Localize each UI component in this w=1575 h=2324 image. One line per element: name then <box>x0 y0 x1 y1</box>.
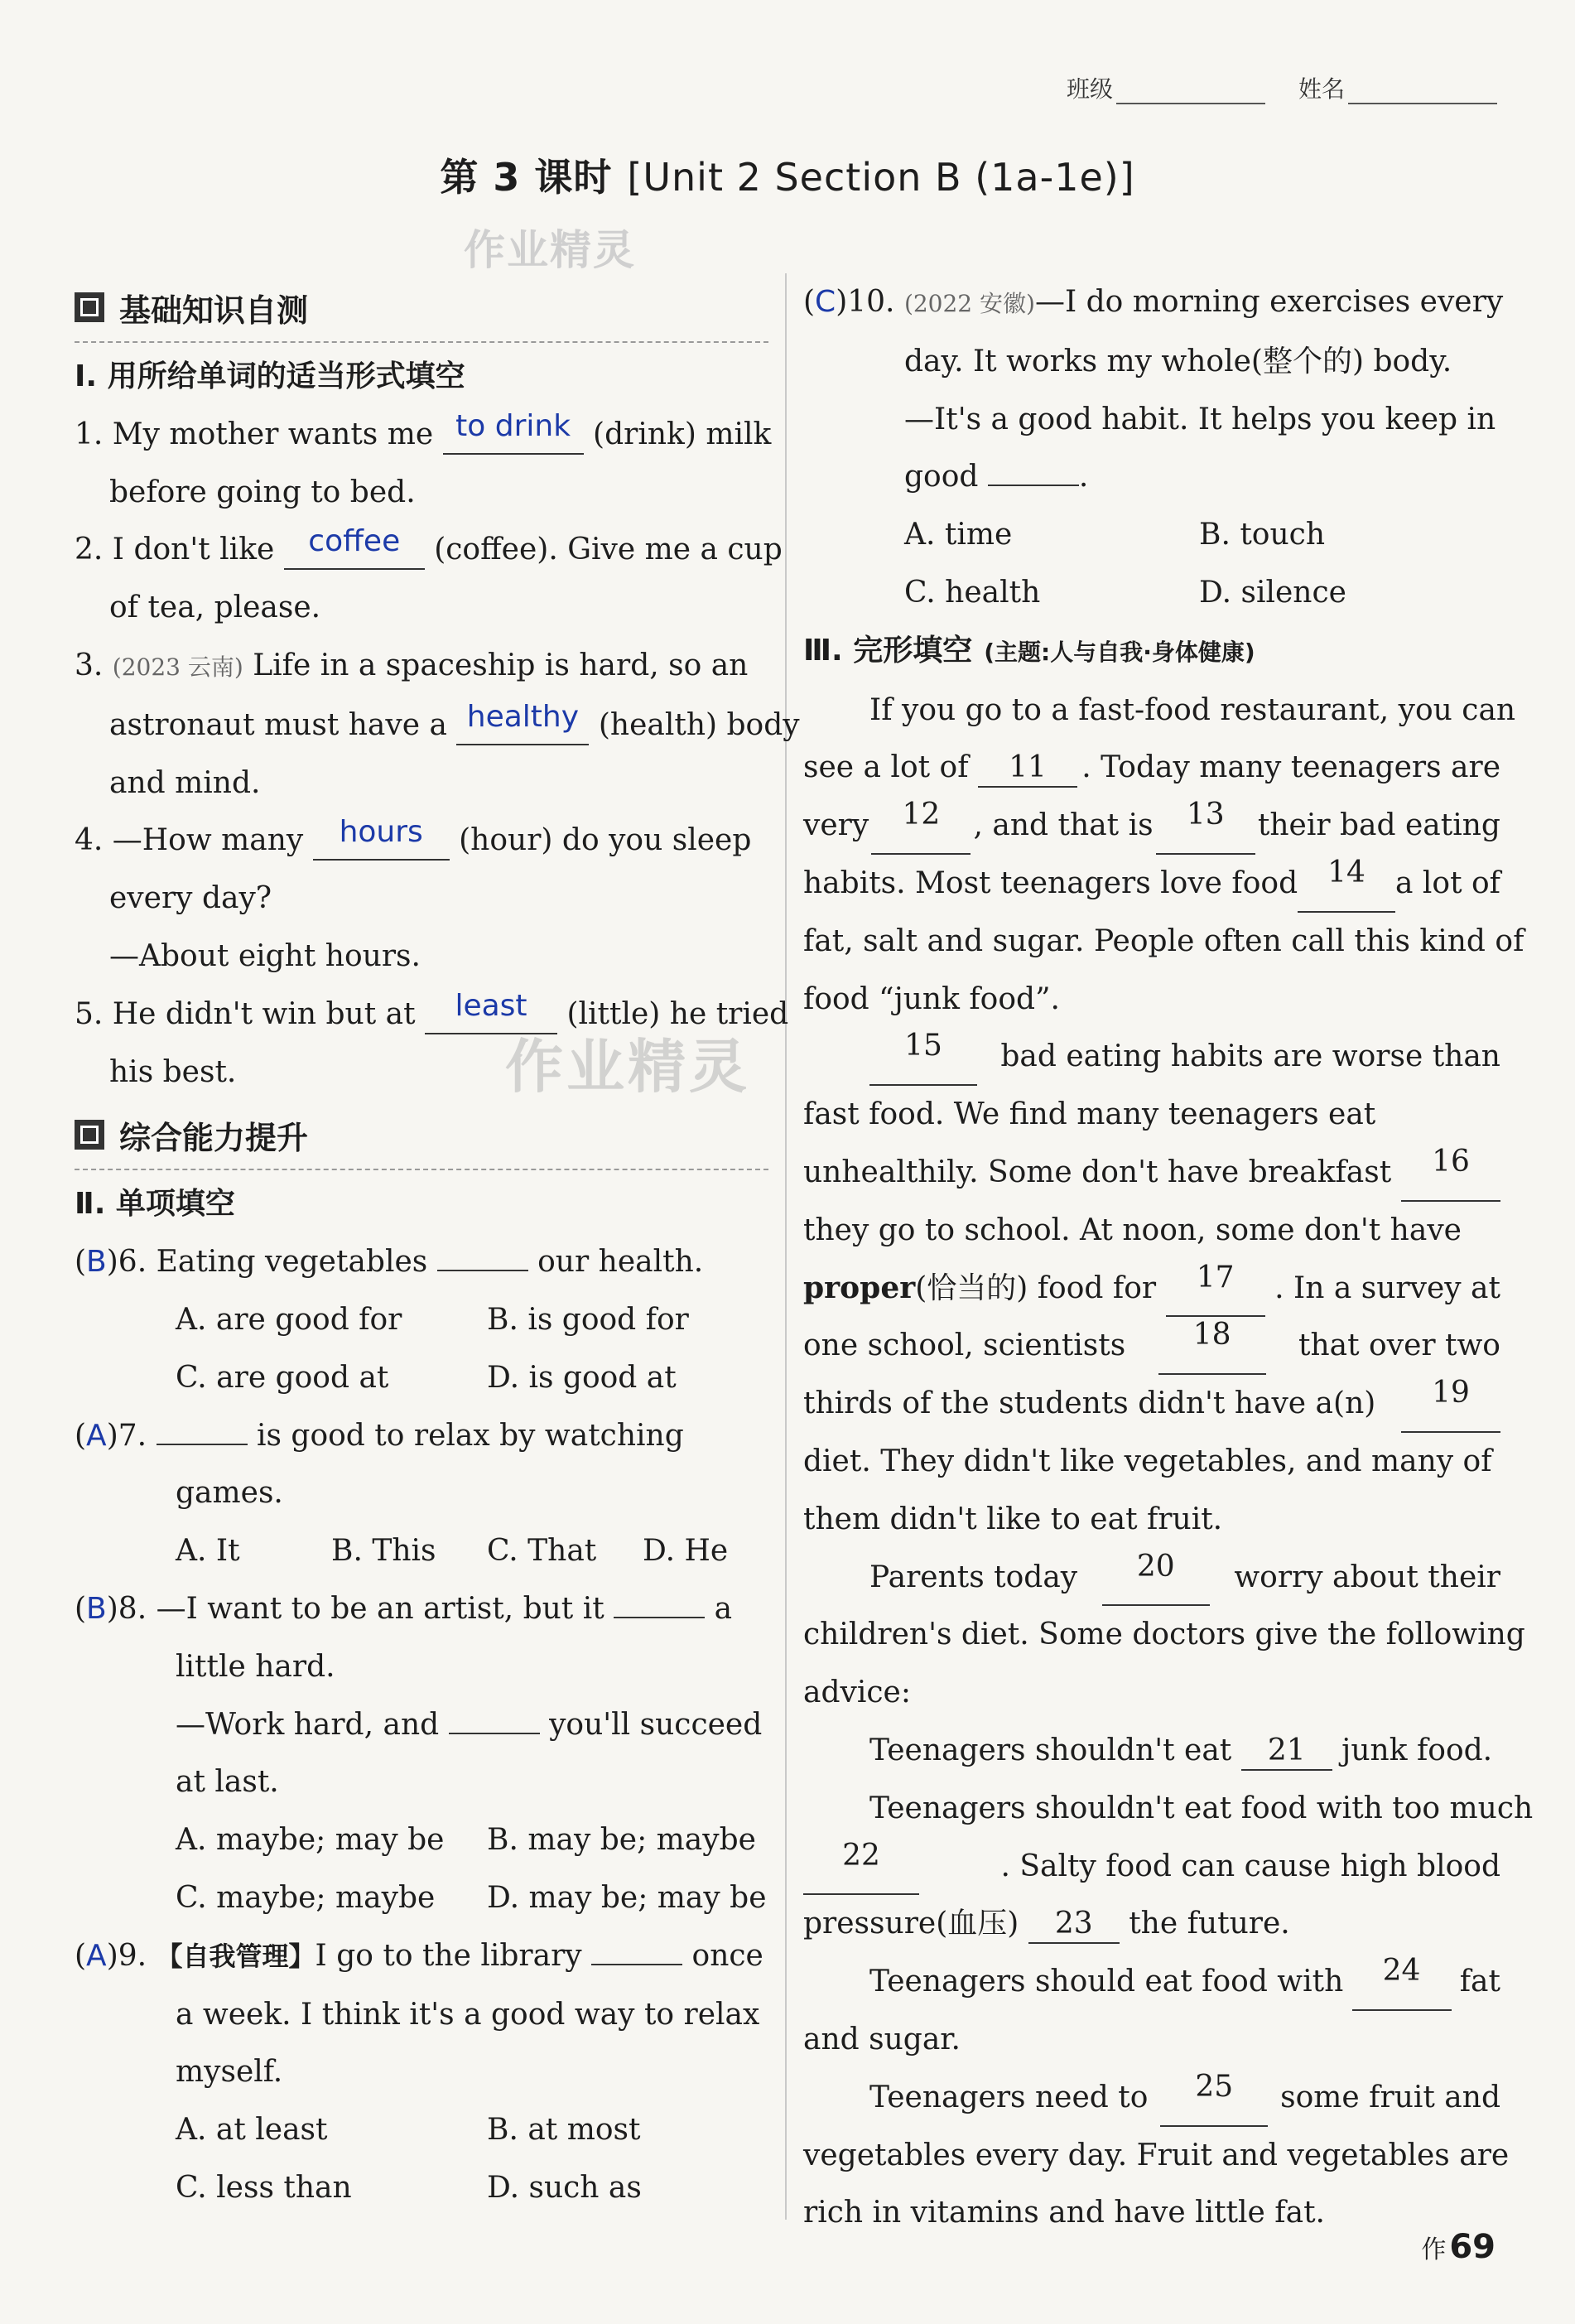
passage-line: them didn't like to eat fruit. <box>803 1502 1223 1536</box>
passage-line: unhealthily. Some don't have breakfast 16 <box>803 1144 1500 1202</box>
passage-line: food “junk food”. <box>803 981 1060 1016</box>
q10-options-ab <box>803 506 1500 564</box>
q2-line1: 2. I don't like coffee (coffee). Give me a cup <box>75 521 768 579</box>
option-b[interactable]: B. at most <box>487 2113 641 2148</box>
option-d[interactable]: D. He <box>643 1534 729 1569</box>
cloze-blank-20[interactable]: 20 <box>1102 1549 1210 1607</box>
cloze-blank-14[interactable]: 14 <box>1298 855 1395 913</box>
passage-line: children's diet. Some doctors give the following <box>803 1618 1525 1652</box>
q9-blank[interactable] <box>591 1964 682 1965</box>
option-b[interactable]: B. is good for <box>487 1302 689 1337</box>
passage-line: rich in vitamins and have little fat. <box>803 2196 1325 2230</box>
q8-blank-1[interactable] <box>614 1617 705 1618</box>
q9-options-cd <box>75 2159 768 2217</box>
option-c[interactable]: C. That <box>487 1534 597 1569</box>
passage-line: 15 bad eating habits are worse than <box>803 1028 1500 1086</box>
q1-line2: before going to bed. <box>109 475 416 509</box>
passage-line: thirds of the students didn't have a(n) 19 <box>803 1375 1500 1433</box>
option-c[interactable]: C. less than <box>176 2170 352 2205</box>
q4-blank[interactable]: hours <box>313 822 450 861</box>
passage-line: pressure(血压) 23 the future. <box>803 1895 1500 1953</box>
q3-blank[interactable]: healthy <box>456 707 589 745</box>
passage-line: diet. They didn't like vegetables, and many of <box>803 1444 1492 1478</box>
q8-line2: —Work hard, and you'll succeed <box>176 1707 763 1742</box>
q6-stem: (B)6. Eating vegetables our health. <box>75 1245 704 1280</box>
watermark-top: 作业精灵 <box>464 226 636 274</box>
q7-options <box>75 1522 768 1580</box>
q10-stem: (C)10. (2022 安徽)—I do morning exercises every <box>803 285 1504 319</box>
q7-stem: (A)7. is good to relax by watching <box>75 1418 684 1453</box>
q9-stem: (A)9. 【自我管理】I go to the library once <box>75 1938 763 1973</box>
passage-line: Teenagers should eat food with 24 fat <box>803 1953 1500 2011</box>
option-d[interactable]: D. silence <box>1199 575 1346 610</box>
option-b[interactable]: B. touch <box>1199 518 1326 552</box>
passage-line: If you go to a fast-food restaurant, you can <box>869 692 1516 727</box>
option-b[interactable]: B. This <box>331 1534 436 1569</box>
name-label: 姓名 <box>1298 75 1345 103</box>
q2-line2: of tea, please. <box>109 591 321 625</box>
option-d[interactable]: D. may be; may be <box>487 1880 767 1915</box>
q9-line2: a week. I think it's a good way to relax <box>176 1997 760 2032</box>
q1-blank[interactable]: to drink <box>443 417 584 455</box>
section-basic-heading: 基础知识自测 <box>75 273 768 343</box>
passage-line: very 12 , and that is 13 their bad eating <box>803 797 1500 855</box>
student-info <box>1067 71 1497 104</box>
q10-options-cd <box>803 564 1500 622</box>
passage-line: habits. Most teenagers love food 14 a lot of <box>803 855 1500 913</box>
q4-line2: every day? <box>109 881 272 916</box>
passage-line: 22 . Salty food can cause high blood <box>803 1838 1500 1896</box>
passage-line: and sugar. <box>803 2022 961 2056</box>
q9-options-ab <box>75 2101 768 2159</box>
q8-options-ab <box>75 1811 768 1869</box>
part1-heading: Ⅰ. 用所给单词的适当形式填空 <box>75 359 465 393</box>
cloze-blank-11[interactable]: 11 <box>978 750 1077 788</box>
cloze-blank-16[interactable]: 16 <box>1401 1144 1500 1202</box>
section-book-icon <box>75 292 104 322</box>
q5-line2: his best. <box>109 1054 237 1089</box>
option-b[interactable]: B. may be; maybe <box>487 1823 756 1858</box>
passage-line: see a lot of 11 . Today many teenagers are <box>803 739 1500 797</box>
passage-line: Teenagers shouldn't eat food with too much <box>869 1791 1534 1825</box>
option-a[interactable]: A. It <box>176 1534 240 1569</box>
q7-blank[interactable] <box>157 1444 248 1445</box>
part3-heading: Ⅲ. 完形填空 (主题:人与自我·身体健康) <box>803 633 1255 668</box>
class-field[interactable] <box>1116 80 1265 104</box>
q8-options-cd <box>75 1869 768 1927</box>
q7-answer: A <box>86 1418 107 1453</box>
q3-line3: and mind. <box>109 765 261 800</box>
passage-line: fast food. We find many teenagers eat <box>803 1097 1376 1132</box>
q5-blank[interactable]: least <box>425 996 557 1034</box>
passage-line: fat, salt and sugar. People often call this kind of <box>803 923 1524 958</box>
q3-line1: 3. (2023 云南) Life in a spaceship is hard, so an <box>75 648 749 682</box>
q6-options-cd <box>75 1349 768 1407</box>
cloze-blank-23[interactable]: 23 <box>1028 1906 1120 1944</box>
column-divider <box>785 273 787 2220</box>
option-a[interactable]: A. are good for <box>176 1302 402 1337</box>
q8-answer: B <box>86 1591 107 1626</box>
right-column <box>803 273 1534 2242</box>
option-a[interactable]: A. maybe; may be <box>176 1823 445 1858</box>
q10-line2: day. It works my whole(整个的) body. <box>904 344 1452 378</box>
q10-answer: C <box>815 285 836 319</box>
page-title <box>0 147 1575 202</box>
option-d[interactable]: D. is good at <box>487 1360 677 1395</box>
q6-answer: B <box>86 1245 107 1280</box>
section-book-icon <box>75 1120 104 1150</box>
q1-line1: 1. My mother wants me to drink (drink) milk <box>75 406 768 464</box>
option-c[interactable]: C. are good at <box>176 1360 389 1395</box>
q6-options-ab <box>75 1291 768 1349</box>
option-a[interactable]: A. time <box>904 518 1013 552</box>
q8-stem: (B)8. —I want to be an artist, but it a <box>75 1591 733 1626</box>
q7-stem-cont: games. <box>176 1476 283 1511</box>
q4-line1: 4. —How many hours (hour) do you sleep <box>75 812 768 870</box>
q4-line3: —About eight hours. <box>109 938 421 973</box>
passage-line: Parents today 20 worry about their <box>803 1549 1500 1607</box>
cloze-blank-21[interactable]: 21 <box>1241 1733 1332 1771</box>
cloze-blank-17[interactable]: 17 <box>1166 1260 1265 1318</box>
option-d[interactable]: D. such as <box>487 2170 642 2205</box>
cloze-blank-22[interactable]: 22 <box>803 1838 919 1896</box>
q9-tag: 【自我管理】 <box>156 1940 315 1972</box>
part2-heading: Ⅱ. 单项填空 <box>75 1187 235 1222</box>
q9-line3: myself. <box>176 2055 283 2090</box>
passage-line: they go to school. At noon, some don't have <box>803 1213 1462 1247</box>
option-c[interactable]: C. maybe; maybe <box>176 1880 436 1915</box>
cloze-blank-13[interactable]: 13 <box>1156 797 1255 855</box>
cloze-blank-25[interactable]: 25 <box>1160 2069 1268 2127</box>
watermark-middle: 作业精灵 <box>505 1033 750 1101</box>
q8-blank-2[interactable] <box>449 1733 540 1734</box>
section-advanced-heading: 综合能力提升 <box>75 1101 768 1170</box>
cloze-blank-24[interactable]: 24 <box>1352 1953 1452 2011</box>
cloze-blank-18[interactable]: 18 <box>1158 1317 1266 1375</box>
q9-answer: A <box>86 1938 107 1973</box>
q8-line3: at last. <box>176 1765 279 1800</box>
q10-line3: —It's a good habit. It helps you keep in <box>904 402 1496 436</box>
lesson-subtitle: [Unit 2 Section B (1a-1e)] <box>627 155 1135 200</box>
name-field[interactable] <box>1348 80 1497 104</box>
passage-line: Teenagers shouldn't eat 21 junk food. <box>803 1722 1500 1780</box>
q3-line2: astronaut must have a healthy (health) body <box>75 697 768 755</box>
q10-line4: good . <box>904 460 1089 494</box>
lesson-title: 第 3 课时 <box>440 155 613 200</box>
q8-stem-cont: little hard. <box>176 1649 335 1684</box>
cloze-blank-12[interactable]: 12 <box>871 797 971 855</box>
cloze-blank-15[interactable]: 15 <box>869 1028 977 1086</box>
passage-line: advice: <box>803 1675 911 1710</box>
option-c[interactable]: C. health <box>904 575 1041 610</box>
left-column <box>75 273 800 2217</box>
q6-blank[interactable] <box>437 1270 528 1271</box>
cloze-blank-19[interactable]: 19 <box>1401 1375 1500 1433</box>
q2-blank[interactable]: coffee <box>284 532 425 570</box>
q5-line1: 5. He didn't win but at least (little) he tried <box>75 986 768 1044</box>
class-label: 班级 <box>1066 75 1113 103</box>
passage-line: one school, scientists 18 that over two <box>803 1317 1500 1375</box>
passage-line: vegetables every day. Fruit and vegetables are <box>803 2138 1510 2172</box>
passage-line: proper(恰当的) food for 17 . In a survey at <box>803 1260 1500 1318</box>
passage-line: Teenagers need to 25 some fruit and <box>803 2069 1500 2127</box>
q10-blank[interactable] <box>988 485 1079 486</box>
option-a[interactable]: A. at least <box>176 2113 328 2148</box>
page-number: 作 69 <box>1421 2228 1496 2266</box>
